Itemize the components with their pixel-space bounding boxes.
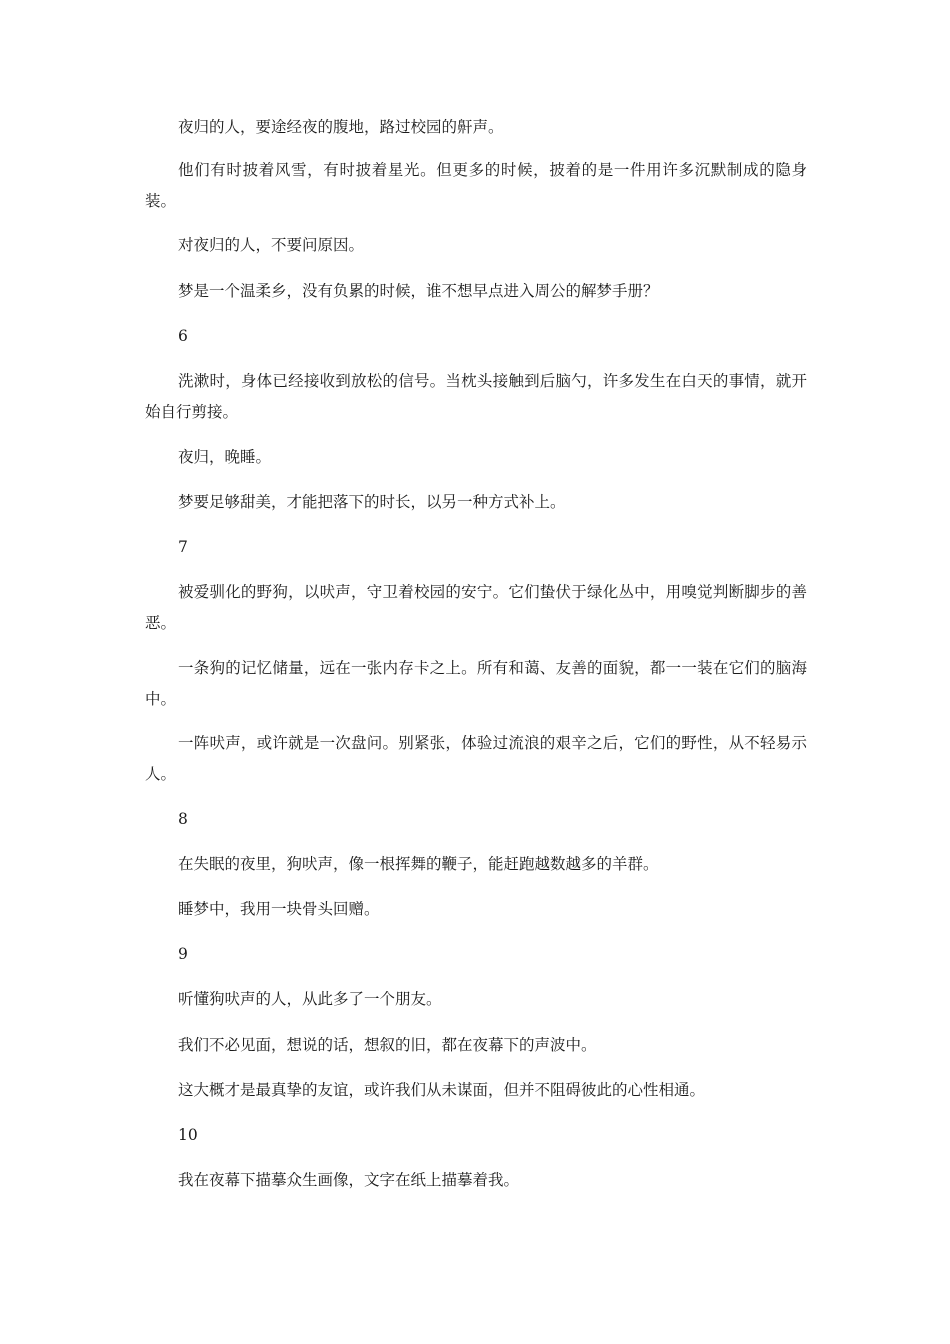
- paragraph: 洗漱时，身体已经接收到放松的信号。当枕头接触到后脑勺，许多发生在白天的事情，就开始自行剪接。: [145, 372, 807, 421]
- paragraph: 对夜归的人，不要问原因。: [178, 236, 365, 254]
- paragraph: 一阵吠声，或许就是一次盘问。别紧张，体验过流浪的艰辛之后，它们的野性，从不轻易示人。: [145, 734, 807, 783]
- paragraph: 我们不必见面，想说的话，想叙的旧，都在夜幕下的声波中。: [178, 1036, 597, 1054]
- section-number: 7: [178, 538, 188, 556]
- paragraph: 一条狗的记忆储量，远在一张内存卡之上。所有和蔼、友善的面貌，都一一装在它们的脑海中。: [145, 659, 807, 708]
- paragraph: 他们有时披着风雪，有时披着星光。但更多的时候，披着的是一件用许多沉默制成的隐身装。: [145, 161, 807, 210]
- paragraph: 睡梦中，我用一块骨头回赠。: [178, 900, 380, 918]
- paragraph: 梦要足够甜美，才能把落下的时长，以另一种方式补上。: [178, 493, 566, 511]
- paragraph: 被爱驯化的野狗，以吠声，守卫着校园的安宁。它们蛰伏于绿化丛中，用嗅觉判断脚步的善恶。: [145, 583, 807, 632]
- section-number: 8: [178, 810, 188, 828]
- paragraph: 我在夜幕下描摹众生画像，文字在纸上描摹着我。: [178, 1171, 520, 1189]
- paragraph: 夜归的人，要途经夜的腹地，路过校园的鼾声。: [178, 118, 504, 136]
- paragraph: 听懂狗吠声的人，从此多了一个朋友。: [178, 990, 442, 1008]
- section-number: 6: [178, 327, 188, 345]
- paragraph: 在失眠的夜里，狗吠声，像一根挥舞的鞭子，能赶跑越数越多的羊群。: [178, 855, 659, 873]
- section-number: 10: [178, 1126, 198, 1144]
- paragraph: 这大概才是最真挚的友谊，或许我们从未谋面，但并不阻碍彼此的心性相通。: [178, 1081, 706, 1099]
- section-number: 9: [178, 945, 188, 963]
- paragraph: 梦是一个温柔乡，没有负累的时候，谁不想早点进入周公的解梦手册？: [178, 282, 659, 300]
- paragraph: 夜归，晚睡。: [178, 448, 272, 466]
